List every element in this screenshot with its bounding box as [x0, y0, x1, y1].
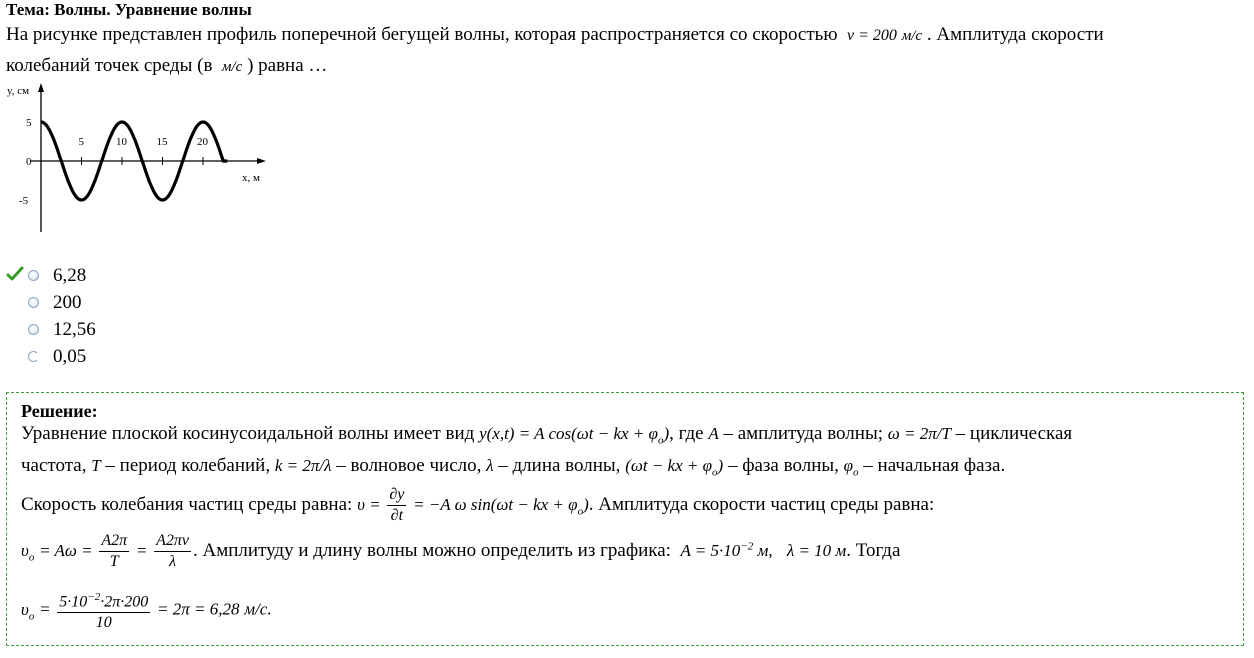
velocity-rhs — [413, 494, 589, 518]
amplitude-symbol: A — [708, 424, 719, 443]
period-symbol: T — [91, 456, 101, 475]
amplitude-value — [680, 541, 772, 560]
upsilon-symbol: υ — [21, 540, 29, 560]
fraction-numerator: A2π — [99, 531, 129, 552]
superscript: −2 — [740, 540, 754, 553]
fraction-denominator: 10 — [95, 614, 112, 632]
fraction-numerator: A2πv — [154, 531, 191, 552]
radio-button[interactable] — [28, 270, 39, 281]
subscript: o — [577, 505, 584, 518]
subscript: o — [853, 466, 859, 479]
solution-text: – волновое число, — [336, 455, 482, 476]
solution-title: Решение: — [21, 401, 98, 421]
solution-text: – длина волны, — [498, 455, 621, 476]
checkmark-placeholder — [6, 347, 26, 367]
solution-text: – фаза волны, — [727, 455, 839, 476]
solution-box — [6, 392, 1244, 646]
answer-option[interactable] — [6, 262, 96, 289]
y-ticks — [19, 117, 32, 207]
amplitude-velocity-symbol — [21, 599, 35, 622]
amplitude-value-text: A = 5·10 — [680, 540, 741, 560]
subscript: o — [657, 434, 664, 447]
equation-part: = Aω = — [39, 540, 93, 560]
solution-text: частота, — [21, 455, 87, 476]
lambda-symbol: λ — [486, 456, 494, 475]
solution-text: Уравнение плоской косинусоидальной волны имеет вид — [21, 423, 475, 444]
fraction-numerator — [57, 587, 150, 613]
unit: м, — [757, 540, 773, 560]
phase-formula — [625, 456, 724, 479]
answer-option[interactable] — [6, 289, 96, 316]
velocity-rhs-text: = −A ω sin(ωt − kx + φ — [413, 494, 578, 514]
velocity-unit: м/с — [901, 28, 923, 44]
radio-button[interactable] — [28, 297, 39, 308]
checkmark-icon — [6, 266, 26, 286]
unit: м/с. — [244, 599, 272, 619]
omega-formula: ω = 2π/T — [887, 424, 951, 443]
fraction-denominator: λ — [169, 553, 177, 570]
numerator-rest: ·2π·200 — [100, 593, 149, 611]
y-tick-label: -5 — [19, 195, 29, 207]
initial-phase-symbol — [843, 456, 859, 479]
subscript: o — [712, 466, 718, 479]
question-text-part: колебаний точек среды (в — [6, 55, 213, 76]
y-tick-label: 0 — [26, 156, 32, 168]
velocity-formula: v = 200 — [847, 27, 897, 44]
x-axis-label: x, м — [242, 172, 260, 184]
x-axis-arrow-icon — [257, 158, 266, 164]
answer-option[interactable] — [6, 316, 96, 343]
wave-chart-svg — [0, 80, 300, 240]
topic-title: Тема: Волны. Уравнение волны — [6, 0, 252, 19]
y-axis-arrow-icon — [38, 83, 44, 92]
fraction-denominator: T — [109, 553, 119, 570]
answer-options — [6, 262, 96, 370]
amplitude-velocity-symbol — [21, 540, 35, 564]
y-axis-label: y, см — [7, 85, 30, 97]
equation-part: = — [135, 540, 148, 560]
question-text — [6, 20, 1246, 82]
solution-line-4 — [21, 531, 900, 572]
solution-text: – начальная фаза. — [863, 455, 1006, 476]
superscript: −2 — [87, 591, 101, 603]
checkmark-placeholder — [6, 320, 26, 340]
velocity-lhs: υ = — [357, 494, 381, 514]
answer-unit: м/с — [221, 59, 243, 75]
solution-line-5 — [21, 587, 272, 633]
solution-line-3 — [21, 485, 934, 526]
x-tick-label: 5 — [78, 136, 84, 148]
fraction-numerator: ∂y — [387, 485, 406, 506]
solution-text: – амплитуда волны; — [723, 423, 883, 444]
solution-text: – циклическая — [955, 423, 1073, 444]
checkmark-placeholder — [6, 293, 26, 313]
subscript: o — [28, 609, 35, 622]
solution-text: . Амплитуду и длину волны можно определить из графика: — [193, 539, 671, 561]
radio-button[interactable] — [28, 324, 39, 335]
answer-label: 0,05 — [53, 345, 87, 367]
answer-label: 200 — [53, 291, 82, 313]
question-text-part: На рисунке представлен профиль поперечной бегущей волны, которая распространяется со скоростью — [6, 24, 838, 45]
final-fraction — [57, 587, 150, 633]
wavelength-value-text: λ = 10 — [786, 540, 832, 560]
solution-line-2 — [21, 455, 1005, 478]
wave-profile-graph — [0, 80, 300, 240]
equation-part: = — [39, 599, 51, 619]
solution-text: – период колебаний, — [105, 455, 271, 476]
question-line-1 — [6, 20, 1246, 51]
question-line-2 — [6, 51, 1246, 82]
final-result: = 2π = 6,28 — [157, 599, 240, 619]
answer-label: 6,28 — [53, 264, 87, 286]
fraction-denominator: ∂t — [390, 507, 404, 524]
phi-symbol: φ — [843, 456, 854, 475]
fraction-a2pi-t — [99, 531, 129, 572]
solution-text: Скорость колебания частиц среды равна: — [21, 493, 353, 515]
wave-equation-close: ) — [663, 424, 670, 443]
solution-text: . Амплитуда скорости частиц среды равна: — [588, 493, 935, 515]
solution-text: . Тогда — [846, 539, 901, 561]
question-text-part: . Амплитуда скорости — [926, 24, 1104, 45]
numerator-text: 5·10 — [59, 593, 88, 611]
question-text-part: ) равна … — [247, 55, 328, 76]
partial-derivative-fraction — [387, 485, 406, 526]
wave-equation — [479, 424, 670, 447]
fraction-a2piv-lambda — [154, 531, 191, 572]
phase-formula-text: (ωt − kx + φ — [625, 456, 713, 475]
solution-line-1 — [21, 423, 1072, 446]
radio-button[interactable] — [28, 351, 39, 362]
velocity-rhs-close: ) — [583, 494, 589, 514]
answer-label: 12,56 — [53, 318, 96, 340]
x-tick-label: 10 — [116, 136, 127, 148]
solution-text: , где — [669, 423, 704, 444]
wave-equation-text: y(x,t) = A cos(ωt − kx + φ — [479, 424, 658, 443]
x-tick-label: 20 — [197, 136, 208, 148]
upsilon-symbol: υ — [21, 599, 29, 619]
phase-formula-close: ) — [717, 456, 724, 475]
answer-option[interactable] — [6, 343, 96, 370]
y-tick-label: 5 — [26, 117, 32, 129]
unit: м — [835, 540, 847, 560]
wave-number-formula: k = 2π/λ — [274, 456, 332, 475]
subscript: o — [28, 551, 35, 564]
wavelength-value — [787, 541, 846, 560]
x-tick-label: 15 — [156, 136, 168, 148]
